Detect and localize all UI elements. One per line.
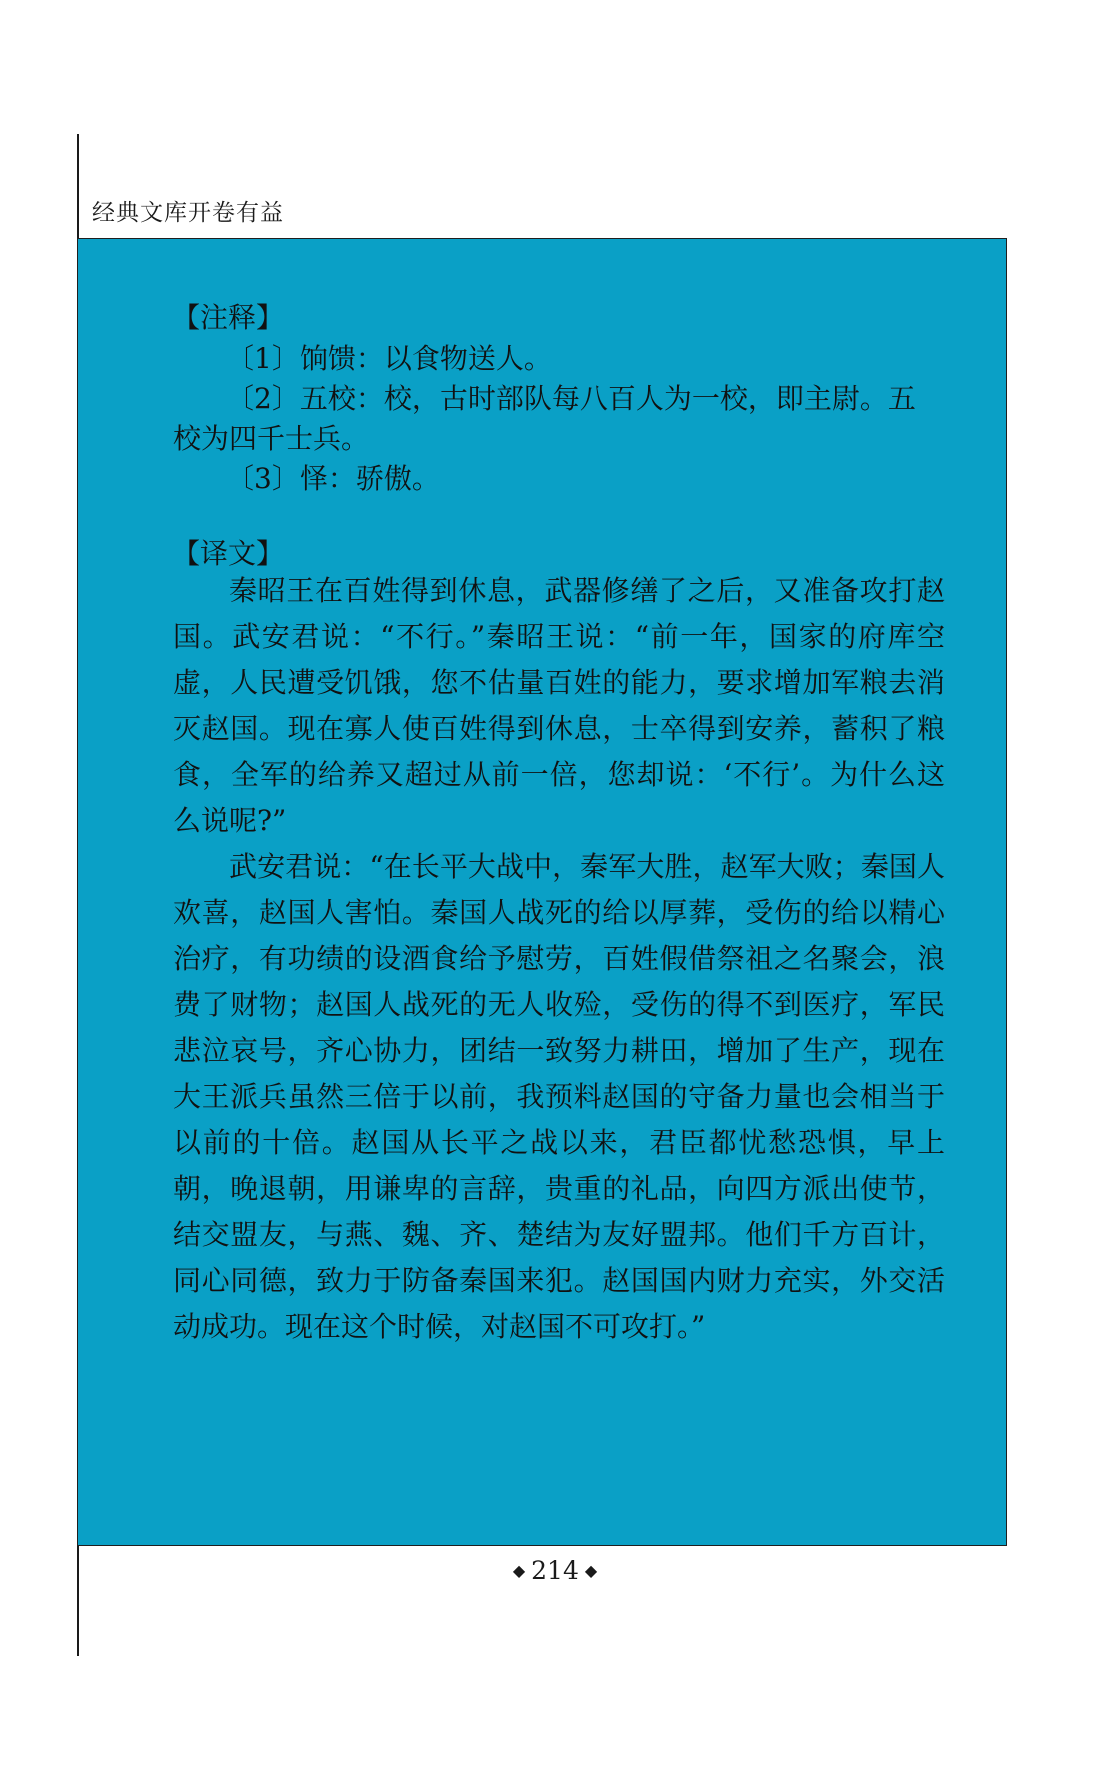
page-number-text: 214 [531,1556,579,1585]
note-item-1: 〔1〕饷馈：以食物送人。 [226,342,552,375]
running-head: 经典文库开卷有益 [92,200,284,226]
diamond-ornament-right: ◆ [584,1561,598,1580]
note-item-3: 〔3〕怿：骄傲。 [226,462,440,495]
note-item-2: 〔2〕五校：校，古时部队每八百人为一校，即主尉。五 [226,382,916,415]
notes-heading: 【注释】 [172,301,285,334]
content-panel [77,238,1007,1546]
diamond-ornament-left: ◆ [512,1561,526,1580]
translation-paragraph-2: 武安君说：“在长平大战中，秦军大胜，赵军大败；秦国人欢喜，赵国人害怕。秦国人战死的给以厚葬，受伤的给以精心治疗，有功绩的设酒食给予慰劳，百姓假借祭祖之名聚会，浪费了财物；赵国人战死的无人收殓，受伤的得不到医疗，军民悲泣哀号，齐心协力，团结一致努力耕田，增加了生产，现在大王派兵虽然三倍于以前，我预料赵国的守备力量也会相当于以前的十倍。赵国从长平之战以来，君臣都忧愁恐惧，早上朝，晚退朝，用谦卑的言辞，贵重的礼品，向四方派出使节，结交盟友，与燕、魏、齐、楚结为友好盟邦。他们千方百计，同心同德，致力于防备秦国来犯。赵国国内财力充实，外交活动成功。现在这个时候，对赵国不可攻打。” [173,850,945,1343]
page-number [500,1556,610,1586]
note-item-2-continuation: 校为四千士兵。 [173,422,370,455]
translation-heading: 【译文】 [172,537,285,570]
translation-paragraph-1: 秦昭王在百姓得到休息，武器修缮了之后，又准备攻打赵国。武安君说：“不行。”秦昭王说：“前一年，国家的府库空虚，人民遭受饥饿，您不估量百姓的能力，要求增加军粮去消灭赵国。现在寡人使百姓得到休息，士卒得到安养，蓄积了粮食，全军的给养又超过从前一倍，您却说：‘不行’。为什么这么说呢?” [173,574,945,837]
